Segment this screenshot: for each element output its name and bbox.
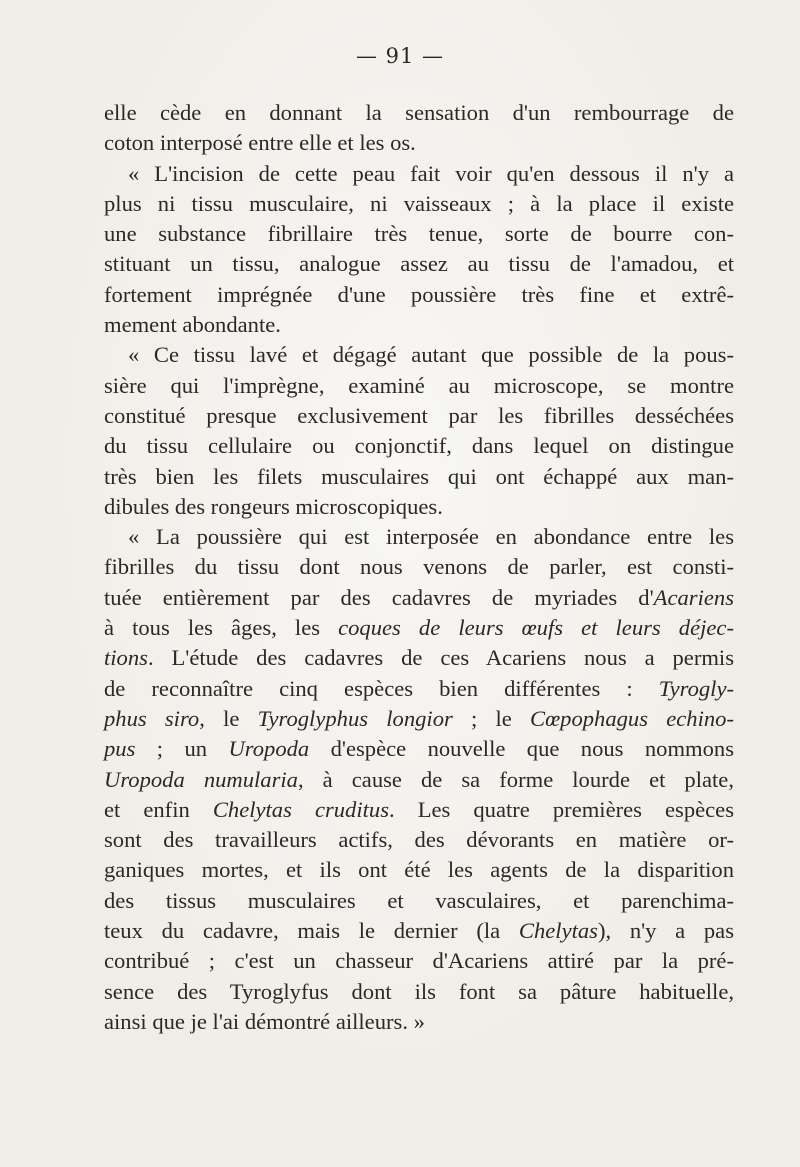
text-line: fibrilles du tissu dont nous venons de parler, est consti- (104, 554, 734, 580)
text-line: sence des Tyroglyfus dont ils font sa pâture habituelle, (104, 978, 734, 1004)
text-line: plus ni tissu musculaire, ni vaisseaux ; à la place il existe (104, 190, 734, 216)
text-line: mement abondante. (104, 312, 281, 338)
text-line: elle cède en donnant la sensation d'un rembourrage de (104, 100, 734, 125)
text-run: ; un (135, 736, 229, 762)
page-number: — 91 — (355, 44, 445, 68)
text-line: ganiques mortes, et ils ont été les agents de la disparition (104, 857, 734, 883)
text-line (104, 734, 734, 764)
italic-text: pus (104, 736, 136, 762)
italic-text: Acariens (653, 584, 734, 610)
italic-text: Uropoda numularia (104, 766, 298, 792)
text-line: sière qui l'imprègne, examiné au microscope, se montre (104, 372, 734, 398)
italic-text: Chelytas (518, 918, 598, 944)
text-line (104, 613, 734, 643)
italic-text: Uropoda (228, 736, 310, 762)
text-run: . Les quatre premières espèces (389, 796, 734, 822)
text-line (104, 795, 734, 825)
text-line: constitué presque exclusivement par les fibrilles desséchées (104, 402, 734, 428)
text-line: du tissu cellulaire ou conjonctif, dans lequel on distingue (104, 433, 734, 459)
italic-text: coques de leurs œufs et leurs déjec- (338, 615, 734, 641)
body-text (104, 98, 734, 1037)
text-line: fortement imprégnée d'une poussière très fine et extrê- (104, 281, 734, 307)
text-line (104, 583, 734, 613)
italic-text: phus siro (104, 705, 200, 731)
text-line: très bien les filets musculaires qui ont échappé aux man- (104, 463, 734, 489)
text-run: teux du cadavre, mais le dernier (la (104, 918, 519, 944)
text-line (104, 704, 734, 734)
text-line: ainsi que je l'ai démontré ailleurs. » (104, 1008, 425, 1034)
text-run: à tous les âges, les (104, 615, 339, 641)
text-run: ), n'y a pas (597, 918, 734, 944)
text-line: « L'incision de cette peau fait voir qu'en dessous il n'y a (128, 160, 734, 186)
text-run: ; le (452, 705, 531, 731)
text-line: dibules des rongeurs microscopiques. (104, 493, 443, 519)
text-run: tuée entièrement par des cadavres de myriades d' (104, 584, 654, 610)
text-line (104, 916, 734, 946)
text-line (104, 674, 734, 704)
italic-text: Tyrogly- (658, 675, 734, 701)
text-line (104, 643, 734, 673)
text-run: , le (199, 705, 258, 731)
text-line: contribué ; c'est un chasseur d'Acariens attiré par la pré- (104, 948, 734, 974)
italic-text: Chelytas cruditus (212, 796, 390, 822)
italic-text: Tyroglyphus longior (257, 705, 453, 731)
text-run: . L'étude des cadavres de ces Acariens nous a permis (147, 645, 734, 671)
text-run: d'espèce nouvelle que nous nommons (309, 736, 734, 762)
italic-text: Cœpophagus echino- (530, 705, 734, 731)
text-run: et enfin (104, 796, 213, 822)
text-line: sont des travailleurs actifs, des dévorants en matière or- (104, 827, 734, 853)
text-line: stituant un tissu, analogue assez au tissu de l'amadou, et (104, 251, 734, 277)
text-line (104, 765, 734, 795)
text-line: des tissus musculaires et vasculaires, et parenchima- (104, 887, 734, 913)
text-run: de reconnaître cinq espèces bien différentes : (104, 675, 659, 701)
text-line: une substance fibrillaire très tenue, sorte de bourre con- (104, 221, 734, 247)
text-line: « La poussière qui est interposée en abondance entre les (128, 524, 734, 550)
italic-text: tions (104, 645, 148, 671)
text-line: coton interposé entre elle et les os. (104, 130, 416, 156)
text-run: , à cause de sa forme lourde et plate, (297, 766, 734, 792)
text-line: « Ce tissu lavé et dégagé autant que possible de la pous- (128, 342, 734, 368)
